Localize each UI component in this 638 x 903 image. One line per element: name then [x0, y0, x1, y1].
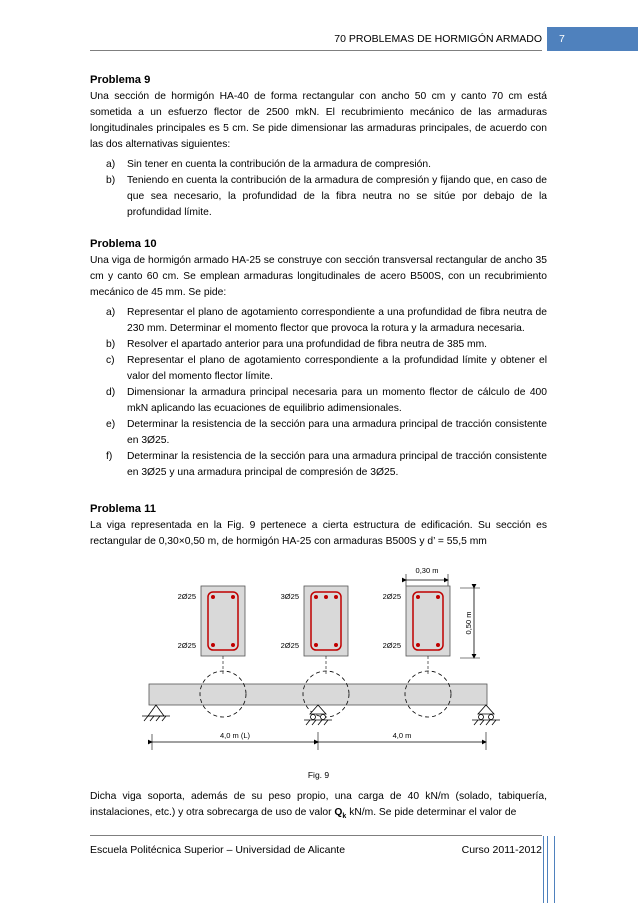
- problem-title: Problema 9: [90, 74, 151, 86]
- height-label: 0,50 m: [464, 611, 473, 635]
- list-item: [90, 337, 547, 353]
- support-left: [142, 705, 170, 721]
- load-symbol-subscript: k: [342, 813, 347, 821]
- problem-9: [90, 74, 547, 221]
- item-text: Dimensionar la armadura principal necesaria para un momento flector de cálculo de 400 mkN aplicando las ecuaciones de equilibrio adimensionales.: [127, 387, 547, 414]
- item-text: Determinar la resistencia de la sección para una armadura principal de tracción consistente en 3Ø25 y una armadura principal de compresión de 3Ø25.: [127, 451, 547, 478]
- item-marker: f): [106, 451, 113, 462]
- page-content: [90, 74, 547, 825]
- list-item: [90, 385, 547, 417]
- problem-statement: La viga representada en la Fig. 9 pertenece a cierta estructura de edificación. Su sección es rectangular de 0,30×0,50 m, de hormigón HA-25 con armaduras B500S y d’ = 55,5 mm: [90, 520, 547, 547]
- header-rule: [90, 50, 542, 51]
- top-rebar-label: 2Ø25: [177, 592, 196, 601]
- problem-title: Problema 11: [90, 503, 156, 515]
- list-item: [90, 305, 547, 337]
- item-marker: a): [106, 307, 116, 318]
- item-marker: c): [106, 355, 115, 366]
- list-item: [90, 417, 547, 449]
- span-right-label: 4,0 m: [392, 731, 412, 740]
- item-text: Representar el plano de agotamiento correspondiente a la profundidad límite y obtener el valor del momento flector límite.: [127, 355, 547, 382]
- list-item: [90, 157, 547, 173]
- support-right: [472, 705, 500, 725]
- item-text: Determinar la resistencia de la sección para una armadura principal de tracción consistente en 3Ø25.: [127, 419, 547, 446]
- span-dimensions: [152, 731, 486, 750]
- footer-rule: [90, 835, 542, 836]
- problem-statement: Una viga de hormigón armado HA-25 se construye con sección transversal rectangular de ancho 35 cm y canto 60 cm. Se emplean armaduras longitudinales de acero B500S, con un recubrimiento mecánico de 45 mm. Se pide:: [90, 255, 547, 298]
- item-marker: e): [106, 419, 116, 430]
- problem-items: [90, 157, 547, 221]
- bottom-rebar-label: 2Ø25: [177, 641, 196, 650]
- problem-10: [90, 238, 547, 481]
- bottom-rebar-label: 2Ø25: [382, 641, 401, 650]
- item-marker: b): [106, 339, 116, 350]
- section-width-dimension: [406, 566, 448, 586]
- problem-continuation: [90, 789, 547, 825]
- width-label: 0,30 m: [415, 566, 439, 575]
- load-symbol: Q: [334, 807, 343, 818]
- top-rebar-label: 2Ø25: [382, 592, 401, 601]
- item-marker: d): [106, 387, 116, 398]
- span-left-label: 4,0 m (L): [219, 731, 251, 740]
- problem-statement: Una sección de hormigón HA-40 de forma rectangular con ancho 50 cm y canto 70 cm está sometida a un esfuerzo flector de 2500 mkN. El recubrimiento mecánico de las armaduras longitudinales principales es 5 cm. Se pide dimensionar las armaduras principales, de acuerdo con las dos alternativas siguientes:: [90, 91, 547, 150]
- figure-9: [90, 556, 547, 768]
- continuation-text-1: Dicha viga soporta, además de su peso propio, una carga de 40 kN/m (solado, tabiquería, instalaciones, etc.) y otra sobrecarga de uso de valor: [90, 791, 547, 818]
- bottom-rebar-label: 2Ø25: [280, 641, 299, 650]
- continuation-text-2: kN/m. Se pide determinar el valor de: [346, 807, 517, 818]
- page-number-box: [547, 27, 638, 51]
- cross-section-left: [178, 586, 245, 656]
- footer-decoration: [543, 836, 555, 903]
- item-text: Representar el plano de agotamiento correspondiente a una profundidad de fibra neutra de 230 mm. Determinar el momento flector que provoca la rotura y la armadura necesaria.: [127, 307, 547, 334]
- item-text: Resolver el apartado anterior para una profundidad de fibra neutra de 385 mm.: [127, 339, 488, 350]
- list-item: [90, 353, 547, 385]
- item-marker: b): [106, 175, 116, 186]
- footer-institution: Escuela Politécnica Superior – Universidad de Alicante: [90, 844, 346, 856]
- problem-items: [90, 305, 547, 481]
- item-marker: a): [106, 159, 116, 170]
- section-height-dimension: [460, 588, 480, 658]
- page-number: 7: [559, 33, 565, 45]
- beam-diagram: [90, 556, 547, 768]
- problem-title: Problema 10: [90, 238, 157, 250]
- cross-section-right: [383, 586, 450, 656]
- cross-section-middle: [281, 586, 348, 656]
- problem-11: [90, 503, 547, 825]
- footer-course: Curso 2011-2012: [461, 844, 542, 856]
- figure-caption: Fig. 9: [307, 770, 330, 780]
- list-item: [90, 449, 547, 481]
- list-item: [90, 173, 547, 221]
- item-text: Sin tener en cuenta la contribución de la armadura de compresión.: [127, 159, 431, 170]
- item-text: Teniendo en cuenta la contribución de la armadura de compresión y fijando que, en caso de que sea necesario, la profundidad de la fibra neutra no se sitúe por debajo de la profundidad límite.: [127, 175, 547, 218]
- header-title: 70 PROBLEMAS DE HORMIGÓN ARMADO: [334, 33, 542, 45]
- top-rebar-label: 3Ø25: [280, 592, 299, 601]
